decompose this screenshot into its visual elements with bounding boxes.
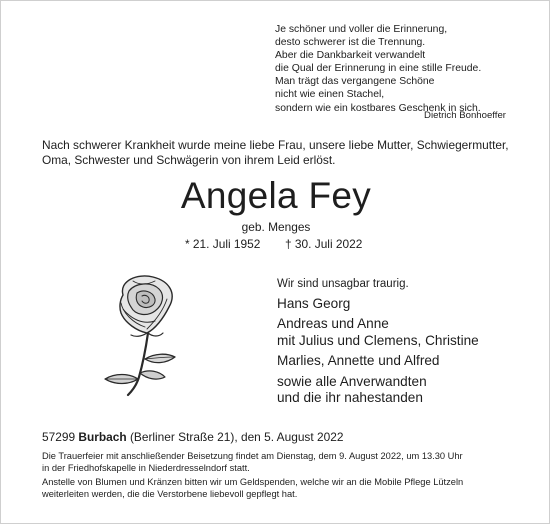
mourner-line: Marlies, Annette und Alfred: [277, 353, 440, 369]
maiden-name: geb. Menges: [241, 220, 311, 234]
poem-line: die Qual der Erinnerung in eine stille Freude.: [275, 63, 482, 75]
donation-note-line: Anstelle von Blumen und Kränzen bitten wir um Geldspenden, welche wir an die Mobile Pflege Lützeln: [42, 477, 464, 488]
funeral-note-line: Die Trauerfeier mit anschließender Beisetzung findet am Dienstag, dem 9. August 2022, um 13.30 Uhr: [42, 451, 463, 461]
rose-icon: [93, 273, 193, 397]
mourner-line: mit Julius und Clemens, Christine: [277, 332, 479, 348]
mourner-line: und die ihr nahestanden: [277, 390, 423, 406]
mourners-block: [277, 277, 479, 406]
notes: [42, 451, 532, 501]
mourner-line: sowie alle Anverwandten: [277, 373, 427, 389]
zip-code: 57299: [42, 430, 76, 444]
poem-line: Man trägt das vergangene Schöne: [275, 76, 435, 88]
poem: [275, 23, 481, 115]
poem-line: Aber die Dankbarkeit verwandelt: [275, 50, 426, 62]
funeral-note-line: in der Friedhofskapelle in Niederdresselndorf statt.: [42, 462, 250, 473]
birth-date: * 21. Juli 1952: [185, 237, 261, 251]
intro-line: Nach schwerer Krankheit wurde meine liebe Frau, unsere liebe Mutter, Schwiegermutter,: [42, 138, 509, 152]
donation-note-line: weiterleiten werden, die die Verstorbene liebevoll gepflegt hat.: [42, 489, 298, 500]
poem-line: sondern wie ein kostbares Geschenk in sich.: [275, 102, 481, 114]
place-and-date: [42, 430, 343, 444]
city: Burbach: [78, 430, 127, 444]
mourner-line: Andreas und Anne: [277, 316, 389, 332]
mourner-line: Hans Georg: [277, 296, 351, 311]
intro-line: Oma, Schwester und Schwägerin von ihrem Leid erlöst.: [42, 153, 336, 168]
mourning-statement: Wir sind unsagbar traurig.: [277, 278, 409, 290]
address-and-date: (Berliner Straße 21), den 5. August 2022: [129, 430, 344, 444]
deceased-name: Angela Fey: [180, 175, 372, 216]
death-date: † 30. Juli 2022: [285, 237, 363, 251]
poem-author: Dietrich Bonhoeffer: [424, 110, 506, 121]
poem-line: nicht wie einen Stachel,: [275, 89, 385, 101]
intro-text: [42, 138, 522, 169]
poem-line: desto schwerer ist die Trennung.: [275, 37, 426, 49]
poem-line: Je schöner und voller die Erinnerung,: [275, 24, 448, 35]
